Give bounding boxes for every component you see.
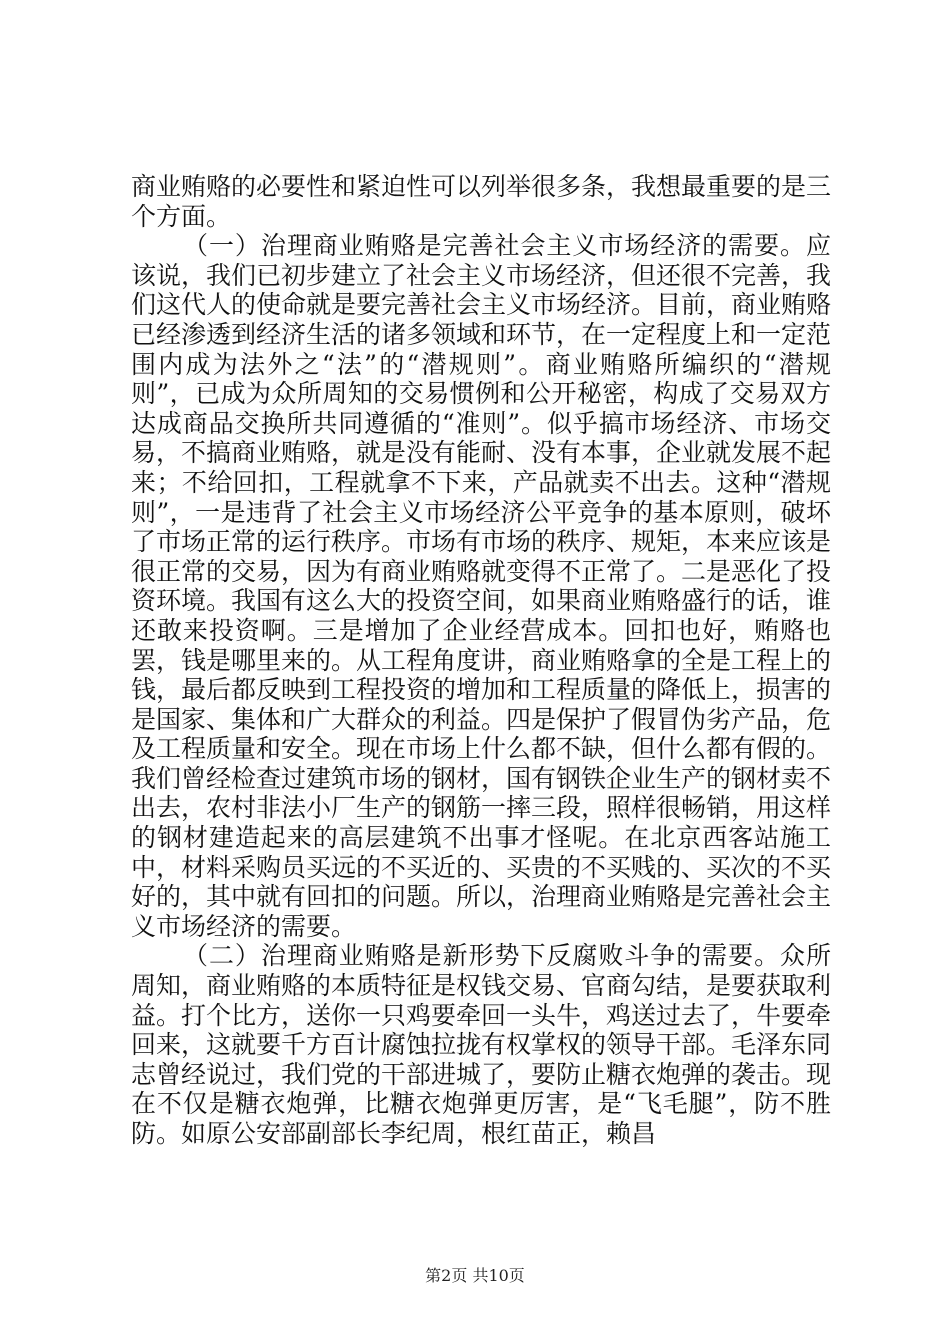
page-number-footer: 第2页 共10页 <box>425 1266 525 1285</box>
paragraph-section-two: （二）治理商业贿赂是新形势下反腐败斗争的需要。众所周知，商业贿赂的本质特征是权钱交易、官商勾结，是要获取利益。打个比方，送你一只鸡要牵回一头牛，鸡送过去了，牛要牵回来，这就要千方百计腐蚀拉拢有权掌权的领导干部。毛泽东同志曾经说过，我们党的干部进城了，要防止糖衣炮弹的袭击。现在不仅是糖衣炮弹，比糖衣炮弹更厉害，是“飞毛腿”，防不胜防。如原公安部副部长李纪周，根红苗正，赖昌 <box>131 941 832 1148</box>
paragraph-continuation: 商业贿赂的必要性和紧迫性可以列举很多条，我想最重要的是三个方面。 <box>131 172 832 231</box>
body-text <box>131 172 831 1149</box>
paragraph-section-one: （一）治理商业贿赂是完善社会主义市场经济的需要。应该说，我们已初步建立了社会主义市场经济，但还很不完善，我们这代人的使命就是要完善社会主义市场经济。目前，商业贿赂已经渗透到经济生活的诸多领域和环节，在一定程度上和一定范围内成为法外之“法”的“潜规则”。商业贿赂所编织的“潜规则”，已成为众所周知的交易惯例和公开秘密，构成了交易双方达成商品交换所共同遵循的“准则”。似乎搞市场经济、市场交易，不搞商业贿赂，就是没有能耐、没有本事，企业就发展不起来；不给回扣，工程就拿不下来，产品就卖不出去。这种“潜规则”，一是违背了社会主义市场经济公平竞争的基本原则，破坏了市场正常的运行秩序。市场有市场的秩序、规矩，本来应该是很正常的交易，因为有商业贿赂就变得不正常了。二是恶化了投资环境。我国有这么大的投资空间，如果商业贿赂盛行的话，谁还敢来投资啊。三是增加了企业经营成本。回扣也好，贿赂也罢，钱是哪里来的。从工程角度讲，商业贿赂拿的全是工程上的钱，最后都反映到工程投资的增加和工程质量的降低上，损害的是国家、集体和广大群众的利益。四是保护了假冒伪劣产品，危及工程质量和安全。现在市场上什么都不缺，但什么都有假的。我们曾经检查过建筑市场的钢材，国有钢铁企业生产的钢材卖不出去，农村非法小厂生产的钢筋一摔三段，照样很畅销，用这样的钢材建造起来的高层建筑不出事才怪呢。在北京西客站施工中，材料采购员买远的不买近的、买贵的不买贱的、买次的不买好的，其中就有回扣的问题。所以，治理商业贿赂是完善社会主义市场经济的需要。 <box>131 231 832 941</box>
